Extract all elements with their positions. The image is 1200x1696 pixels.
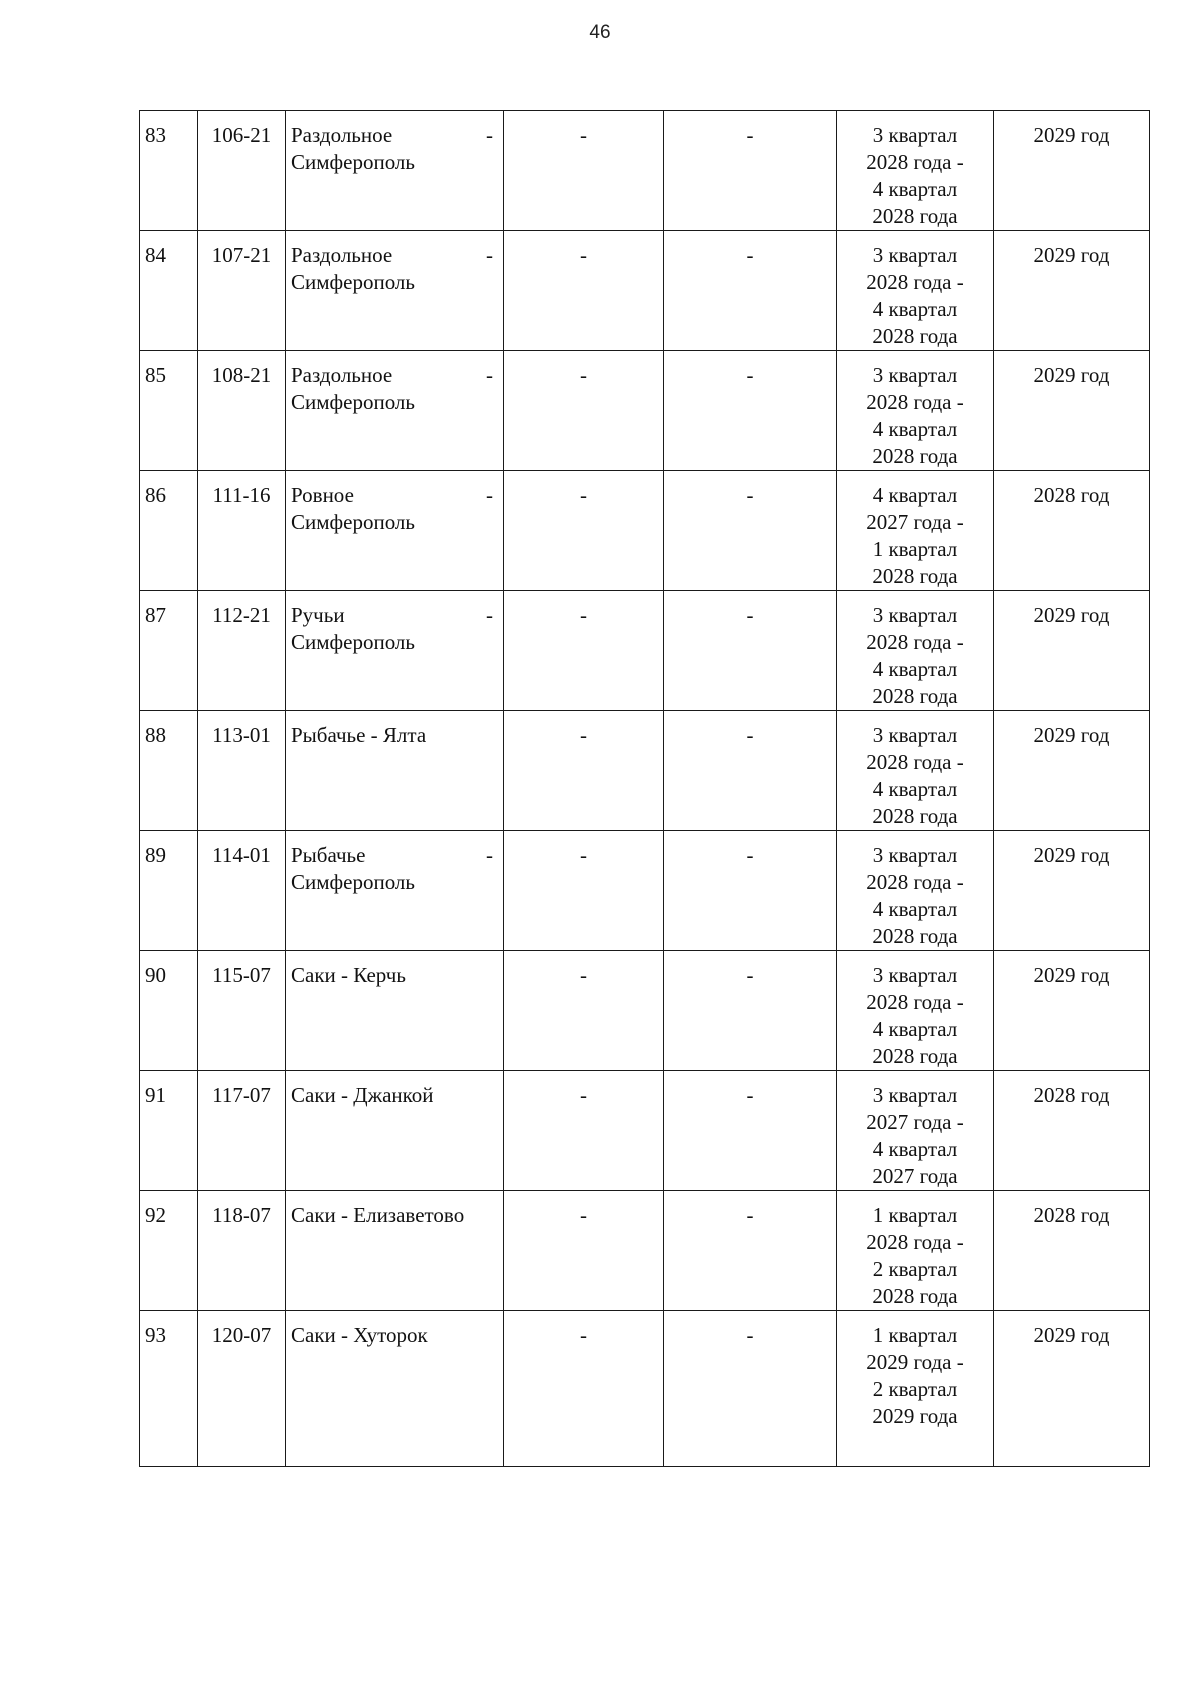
- table-row: [140, 471, 1150, 591]
- table-row: [140, 711, 1150, 831]
- route-name: [286, 711, 504, 831]
- period-line-1: 3 квартал: [872, 363, 958, 387]
- column-b-value: -: [664, 1191, 837, 1311]
- period-line-2: 2028 года -: [866, 390, 964, 414]
- period-line-2: 2028 года -: [866, 150, 964, 174]
- route-separator-dash: -: [486, 363, 493, 387]
- route-code: 114-01: [198, 831, 286, 951]
- column-b-value: -: [664, 111, 837, 231]
- column-b-value: -: [664, 711, 837, 831]
- period-line-3: 4 квартал: [872, 777, 958, 801]
- route-name-line-1: Ровное: [291, 483, 354, 507]
- row-number: 88: [140, 711, 198, 831]
- target-year: 2028 год: [994, 471, 1150, 591]
- column-a-value: -: [504, 831, 664, 951]
- period-line-4: 2028 года: [872, 564, 958, 588]
- route-name-line-1: Саки - Керчь: [291, 963, 406, 987]
- period-line-1: 3 квартал: [872, 603, 958, 627]
- period-line-2: 2028 года -: [866, 1230, 964, 1254]
- row-number: 87: [140, 591, 198, 711]
- period-line-2: 2027 года -: [866, 1110, 964, 1134]
- route-name: [286, 591, 504, 711]
- period-line-4: 2027 года: [872, 1164, 958, 1188]
- period-line-1: 1 квартал: [872, 1203, 958, 1227]
- table-row: [140, 111, 1150, 231]
- column-b-value: -: [664, 951, 837, 1071]
- column-a-value: -: [504, 471, 664, 591]
- period-line-4: 2028 года: [872, 324, 958, 348]
- column-a-value: -: [504, 231, 664, 351]
- column-a-value: -: [504, 591, 664, 711]
- period-line-4: 2029 года: [872, 1404, 958, 1428]
- table-row: [140, 351, 1150, 471]
- period-line-2: 2028 года -: [866, 630, 964, 654]
- target-year: 2029 год: [994, 831, 1150, 951]
- column-b-value: -: [664, 1311, 837, 1467]
- route-code: 106-21: [198, 111, 286, 231]
- route-name-line-1: Саки - Хуторок: [291, 1323, 428, 1347]
- target-year: 2029 год: [994, 111, 1150, 231]
- table-body: [140, 111, 1150, 1467]
- period-range: [837, 231, 994, 351]
- column-b-value: -: [664, 351, 837, 471]
- row-number: 85: [140, 351, 198, 471]
- period-range: [837, 111, 994, 231]
- period-range: [837, 951, 994, 1071]
- table-row: [140, 1071, 1150, 1191]
- target-year: 2029 год: [994, 231, 1150, 351]
- target-year: 2029 год: [994, 951, 1150, 1071]
- table-row: [140, 831, 1150, 951]
- period-line-1: 4 квартал: [872, 483, 958, 507]
- route-code: 107-21: [198, 231, 286, 351]
- route-separator-dash: -: [486, 123, 493, 147]
- period-line-2: 2029 года -: [866, 1350, 964, 1374]
- route-code: 115-07: [198, 951, 286, 1071]
- route-name-line-1: Ручьи: [291, 603, 345, 627]
- route-name-line-1: Раздольное: [291, 123, 393, 147]
- route-code: 117-07: [198, 1071, 286, 1191]
- route-name-line-2: Симферополь: [291, 150, 415, 174]
- route-code: 120-07: [198, 1311, 286, 1467]
- period-line-3: 4 квартал: [872, 177, 958, 201]
- period-line-1: 3 квартал: [872, 963, 958, 987]
- column-a-value: -: [504, 1311, 664, 1467]
- period-line-3: 1 квартал: [872, 537, 958, 561]
- route-name: [286, 951, 504, 1071]
- route-code: 112-21: [198, 591, 286, 711]
- row-number: 83: [140, 111, 198, 231]
- row-number: 84: [140, 231, 198, 351]
- period-line-3: 4 квартал: [872, 1017, 958, 1041]
- period-line-1: 3 квартал: [872, 723, 958, 747]
- period-line-2: 2028 года -: [866, 990, 964, 1014]
- route-name: [286, 471, 504, 591]
- period-range: [837, 1191, 994, 1311]
- table-row: [140, 951, 1150, 1071]
- period-line-4: 2028 года: [872, 444, 958, 468]
- route-name-line-2: Симферополь: [291, 270, 415, 294]
- target-year: 2029 год: [994, 1311, 1150, 1467]
- row-number: 91: [140, 1071, 198, 1191]
- route-name: [286, 351, 504, 471]
- route-name-line-1: Саки - Джанкой: [291, 1083, 434, 1107]
- route-name-line-1: Саки - Елизаветово: [291, 1203, 465, 1227]
- route-name: [286, 1071, 504, 1191]
- period-range: [837, 1311, 994, 1467]
- table-row: [140, 591, 1150, 711]
- period-line-1: 3 квартал: [872, 243, 958, 267]
- period-line-4: 2028 года: [872, 1044, 958, 1068]
- period-line-1: 3 квартал: [872, 123, 958, 147]
- column-a-value: -: [504, 1191, 664, 1311]
- column-a-value: -: [504, 951, 664, 1071]
- column-b-value: -: [664, 1071, 837, 1191]
- route-name-line-2: Симферополь: [291, 870, 415, 894]
- route-separator-dash: -: [486, 243, 493, 267]
- route-name: [286, 1191, 504, 1311]
- route-name: [286, 231, 504, 351]
- period-line-1: 3 квартал: [872, 1083, 958, 1107]
- route-name: [286, 831, 504, 951]
- route-name-line-1: Раздольное: [291, 243, 393, 267]
- target-year: 2029 год: [994, 591, 1150, 711]
- column-a-value: -: [504, 711, 664, 831]
- period-line-3: 4 квартал: [872, 297, 958, 321]
- period-line-3: 2 квартал: [872, 1257, 958, 1281]
- period-range: [837, 1071, 994, 1191]
- column-a-value: -: [504, 1071, 664, 1191]
- table-row: [140, 231, 1150, 351]
- period-line-3: 4 квартал: [872, 1137, 958, 1161]
- route-name: [286, 1311, 504, 1467]
- period-line-3: 4 квартал: [872, 897, 958, 921]
- route-separator-dash: -: [486, 843, 493, 867]
- row-number: 90: [140, 951, 198, 1071]
- route-code: 111-16: [198, 471, 286, 591]
- route-separator-dash: -: [486, 483, 493, 507]
- period-range: [837, 831, 994, 951]
- column-b-value: -: [664, 231, 837, 351]
- period-line-4: 2028 года: [872, 684, 958, 708]
- target-year: 2028 год: [994, 1191, 1150, 1311]
- period-line-4: 2028 года: [872, 804, 958, 828]
- target-year: 2028 год: [994, 1071, 1150, 1191]
- period-range: [837, 591, 994, 711]
- row-number: 89: [140, 831, 198, 951]
- period-range: [837, 711, 994, 831]
- target-year: 2029 год: [994, 351, 1150, 471]
- period-line-3: 2 квартал: [872, 1377, 958, 1401]
- row-number: 93: [140, 1311, 198, 1467]
- table-row: [140, 1191, 1150, 1311]
- route-separator-dash: -: [486, 603, 493, 627]
- period-line-1: 1 квартал: [872, 1323, 958, 1347]
- route-name-line-2: Симферополь: [291, 630, 415, 654]
- period-range: [837, 351, 994, 471]
- route-name-line-1: Рыбачье: [291, 843, 366, 867]
- column-a-value: -: [504, 351, 664, 471]
- route-code: 118-07: [198, 1191, 286, 1311]
- period-line-2: 2028 года -: [866, 270, 964, 294]
- route-schedule-table: [139, 110, 1150, 1467]
- route-code: 108-21: [198, 351, 286, 471]
- period-line-1: 3 квартал: [872, 843, 958, 867]
- route-name-line-1: Раздольное: [291, 363, 393, 387]
- route-code: 113-01: [198, 711, 286, 831]
- route-name-line-2: Симферополь: [291, 510, 415, 534]
- route-name-line-2: Симферополь: [291, 390, 415, 414]
- period-range: [837, 471, 994, 591]
- column-b-value: -: [664, 591, 837, 711]
- period-line-4: 2028 года: [872, 924, 958, 948]
- row-number: 86: [140, 471, 198, 591]
- target-year: 2029 год: [994, 711, 1150, 831]
- column-b-value: -: [664, 471, 837, 591]
- period-line-2: 2028 года -: [866, 870, 964, 894]
- column-b-value: -: [664, 831, 837, 951]
- route-name-line-1: Рыбачье - Ялта: [291, 723, 427, 747]
- period-line-3: 4 квартал: [872, 657, 958, 681]
- period-line-4: 2028 года: [872, 1284, 958, 1308]
- period-line-2: 2027 года -: [866, 510, 964, 534]
- period-line-2: 2028 года -: [866, 750, 964, 774]
- period-line-4: 2028 года: [872, 204, 958, 228]
- page-number: 46: [589, 22, 611, 43]
- period-line-3: 4 квартал: [872, 417, 958, 441]
- column-a-value: -: [504, 111, 664, 231]
- row-number: 92: [140, 1191, 198, 1311]
- route-name: [286, 111, 504, 231]
- table-row: [140, 1311, 1150, 1467]
